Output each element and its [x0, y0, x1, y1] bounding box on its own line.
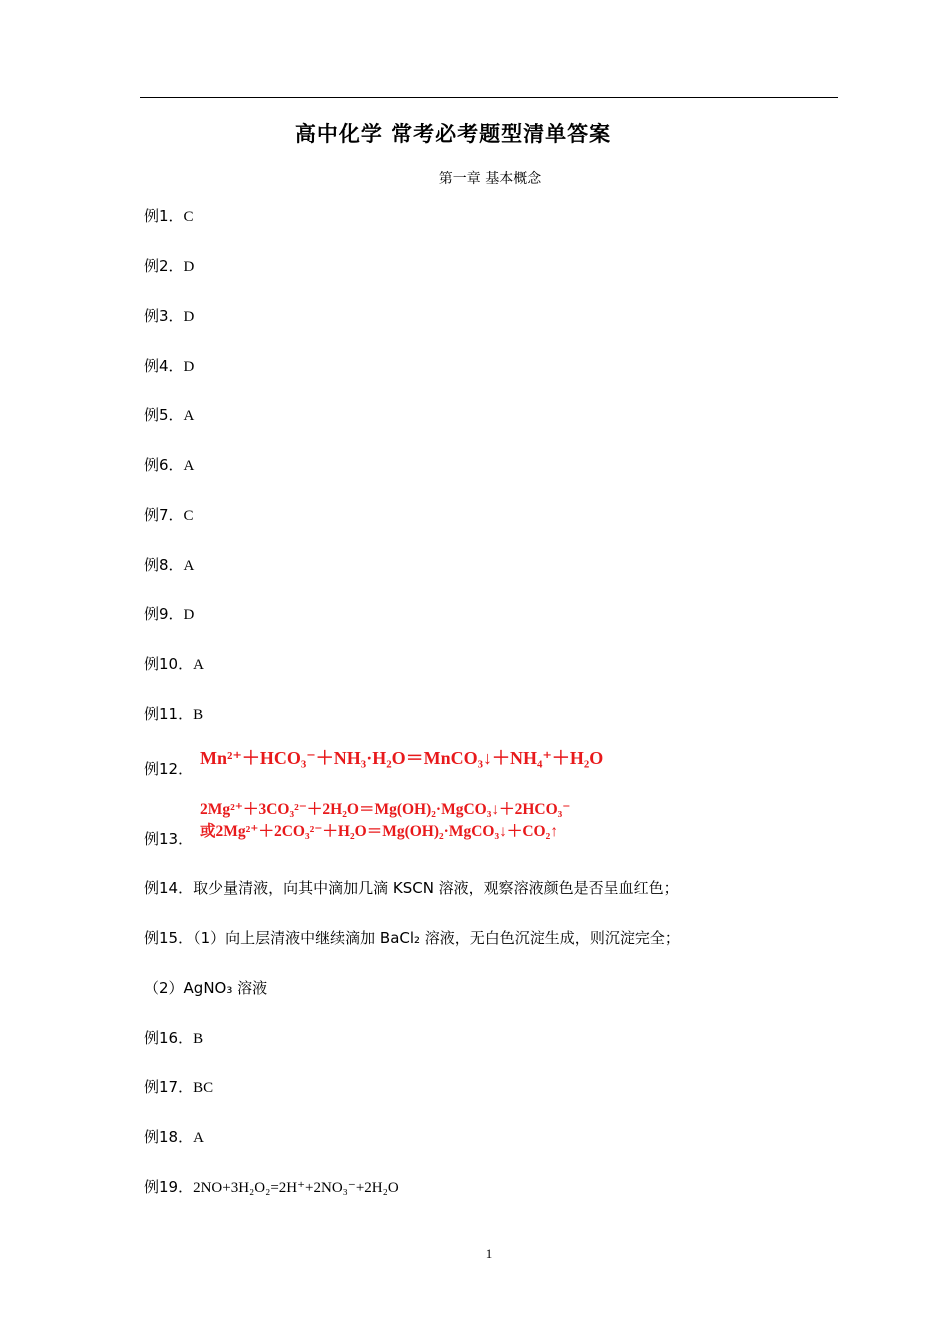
- answer-label: 例4．: [144, 357, 184, 375]
- answer-label: 例2．: [144, 257, 184, 275]
- answer-row: [144, 877, 679, 898]
- answer-value: D: [183, 607, 195, 623]
- answer-value: C: [183, 209, 194, 225]
- answer-label: 例3．: [144, 307, 184, 325]
- answer-value: A: [183, 458, 195, 474]
- answer-row: [144, 404, 194, 425]
- answer-label: 例11．: [144, 705, 194, 723]
- header-rule: [140, 97, 838, 98]
- answer-value: B: [193, 707, 204, 723]
- equation-13-line-2: 或2Mg²⁺＋2CO₃²⁻＋H₂O＝Mg(OH)₂·MgCO₃↓＋CO₂↑: [200, 823, 558, 840]
- answer-row: [144, 1076, 213, 1097]
- answer-label: 例9．: [144, 605, 184, 623]
- answer-row: [144, 1126, 204, 1147]
- equation-13-line-1: 2Mg²⁺＋3CO₃²⁻＋2H₂O＝Mg(OH)₂·MgCO₃↓＋2HCO₃⁻: [200, 801, 571, 818]
- answer-row: [144, 205, 194, 226]
- document-title: 高中化学 常考必考题型清单答案: [294, 121, 612, 146]
- answer-value: B: [193, 1031, 204, 1047]
- answer-row: [144, 758, 193, 779]
- answer-value: （2）AgNO₃ 溶液: [144, 979, 268, 997]
- answer-row: [144, 653, 204, 674]
- answer-label: 例14．: [144, 879, 194, 897]
- chapter-heading: 第一章 基本概念: [438, 171, 542, 187]
- answer-row: [144, 1176, 399, 1197]
- answer-value: C: [183, 508, 194, 524]
- answer-value: D: [183, 309, 195, 325]
- answer-row: [144, 603, 194, 624]
- answer-row: [144, 927, 680, 948]
- answer-row: [144, 355, 194, 376]
- answer-label: 例10．: [144, 655, 194, 673]
- answer-value: 2NO+3H₂O₂=2H⁺+2NO₃⁻+2H₂O: [193, 1180, 399, 1196]
- answer-value: A: [183, 408, 195, 424]
- answer-value: D: [183, 259, 195, 275]
- answer-label: 例1．: [144, 207, 184, 225]
- answer-label: 例7．: [144, 506, 184, 524]
- answer-value: A: [193, 1130, 204, 1146]
- answer-row: [144, 703, 203, 724]
- equation-12: Mn²⁺＋HCO₃⁻＋NH₃·H₂O＝MnCO₃↓＋NH₄⁺＋H₂O: [200, 748, 604, 768]
- answer-label: 例15．: [144, 929, 194, 947]
- answer-value: D: [183, 359, 195, 375]
- answer-label: 例19．: [144, 1178, 194, 1196]
- answer-value: 取少量清液，向其中滴加几滴 KSCN 溶液，观察溶液颜色是否呈血红色；: [193, 879, 679, 897]
- answer-label: 例8．: [144, 556, 184, 574]
- answer-label: 例5．: [144, 406, 184, 424]
- answer-value: （1）向上层清液中继续滴加 BaCl₂ 溶液，无白色沉淀生成，则沉淀完全；: [193, 929, 680, 947]
- answer-row: [144, 554, 194, 575]
- answer-label: 例13．: [144, 830, 194, 848]
- answer-row: [144, 504, 194, 525]
- answer-row: [144, 305, 194, 326]
- answer-value: A: [183, 558, 195, 574]
- answer-value: BC: [193, 1080, 214, 1096]
- answer-label: 例17．: [144, 1078, 194, 1096]
- answer-row: [144, 454, 194, 475]
- answer-row: [144, 977, 267, 998]
- answer-value: A: [193, 657, 204, 673]
- answer-row: [144, 1027, 203, 1048]
- answer-row: [144, 255, 194, 276]
- answer-label: 例12．: [144, 760, 194, 778]
- answer-label: 例16．: [144, 1029, 194, 1047]
- answer-label: 例6．: [144, 456, 184, 474]
- page-number: 1: [485, 1246, 493, 1261]
- answer-label: 例18．: [144, 1128, 194, 1146]
- answer-row: [144, 828, 193, 849]
